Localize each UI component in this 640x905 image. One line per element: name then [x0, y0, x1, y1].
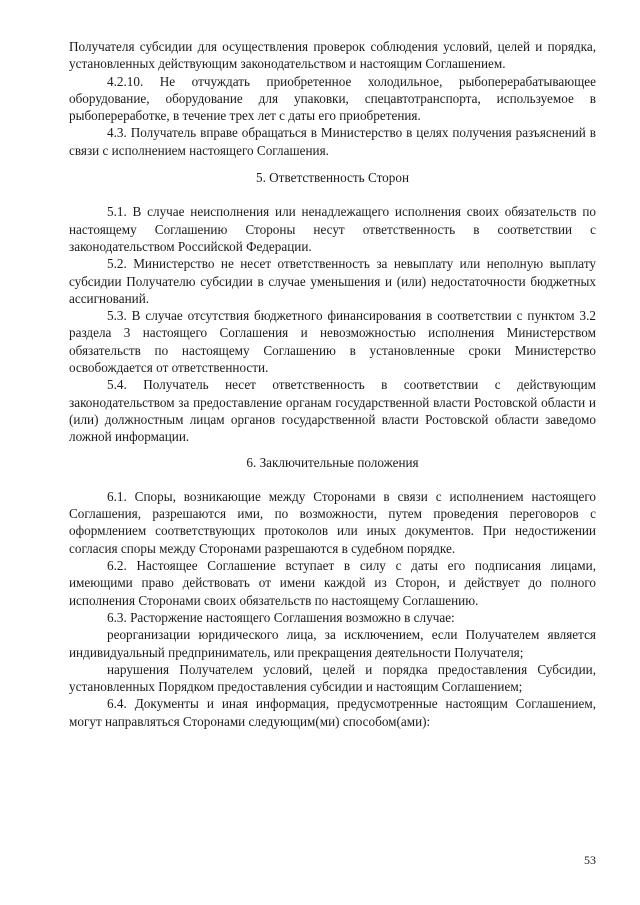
paragraph-4-2-10: 4.2.10. Не отчуждать приобретенное холодильное, рыбоперерабатывающее оборудование, оборудование для упаковки, спецавтотранспорта, используемое в рыбопереработке, в течение трех лет с даты его приобретения.	[69, 73, 596, 124]
section-5-heading: 5. Ответственность Сторон	[255, 170, 410, 186]
paragraph-5-4: 5.4. Получатель несет ответственность в соответствии с действующим законодательством за предоставление органам государственной власти Ростовской области и (или) должностным лицам органов государственной власти Ростовской области заведомо ложной информации.	[69, 377, 596, 445]
document-body	[69, 38, 596, 730]
page-number: 53	[584, 853, 596, 867]
paragraph-5-2: 5.2. Министерство не несет ответственность за невыплату или неполную выплату субсидии Получателю субсидии в случае уменьшения и (или) недостаточности бюджетных ассигнований.	[69, 256, 596, 306]
paragraph-5-1: 5.1. В случае неисполнения или ненадлежащего исполнения своих обязательств по настоящему Соглашению Стороны несут ответственность в соответствии с законодательством Российской Федерации.	[69, 204, 596, 254]
spacer	[69, 446, 596, 454]
spacer	[69, 186, 596, 203]
spacer	[69, 159, 596, 169]
paragraph-6-1: 6.1. Споры, возникающие между Сторонами в связи с исполнением настоящего Соглашения, разрешаются ими, по возможности, путем проведения переговоров с оформлением соответствующих протоколов или иных документов. При недостижении согласия споры между Сторонами разрешаются в судебном порядке.	[69, 488, 596, 556]
paragraph-continuation: Получателя субсидии для осуществления проверок соблюдения условий, целей и порядка, установленных действующим законодательством и настоящим Соглашением.	[69, 39, 596, 72]
paragraph-4-3: 4.3. Получатель вправе обращаться в Министерство в целях получения разъяснений в связи с исполнением настоящего Соглашения.	[69, 125, 596, 158]
spacer	[69, 471, 596, 488]
paragraph-5-3: 5.3. В случае отсутствия бюджетного финансирования в соответствии с пунктом 3.2 раздела 3 настоящего Соглашения и невозможностью исполнения Министерством обязательств по настоящему Соглашению в установленные сроки Министерство освобождается от ответственности.	[69, 308, 596, 376]
paragraph-6-3-item-violation: нарушения Получателем условий, целей и порядка предоставления Субсидии, установленных Порядком предоставления субсидии и настоящим Соглашением;	[69, 661, 596, 695]
paragraph-6-4: 6.4. Документы и иная информация, предусмотренные настоящим Соглашением, могут направляться Сторонами следующим(ми) способом(ами):	[69, 696, 596, 729]
paragraph-6-2: 6.2. Настоящее Соглашение вступает в силу с даты его подписания лицами, имеющими право действовать от имени каждой из Сторон, и действует до полного исполнения Сторонами своих обязательств по настоящему Соглашению.	[69, 558, 596, 608]
paragraph-6-3: 6.3. Расторжение настоящего Соглашения возможно в случае:	[107, 609, 455, 625]
section-6-heading: 6. Заключительные положения	[246, 454, 419, 470]
paragraph-6-3-item-reorganization: реорганизации юридического лица, за исключением, если Получателем является индивидуальный предприниматель, или прекращения деятельности Получателя;	[69, 627, 596, 660]
